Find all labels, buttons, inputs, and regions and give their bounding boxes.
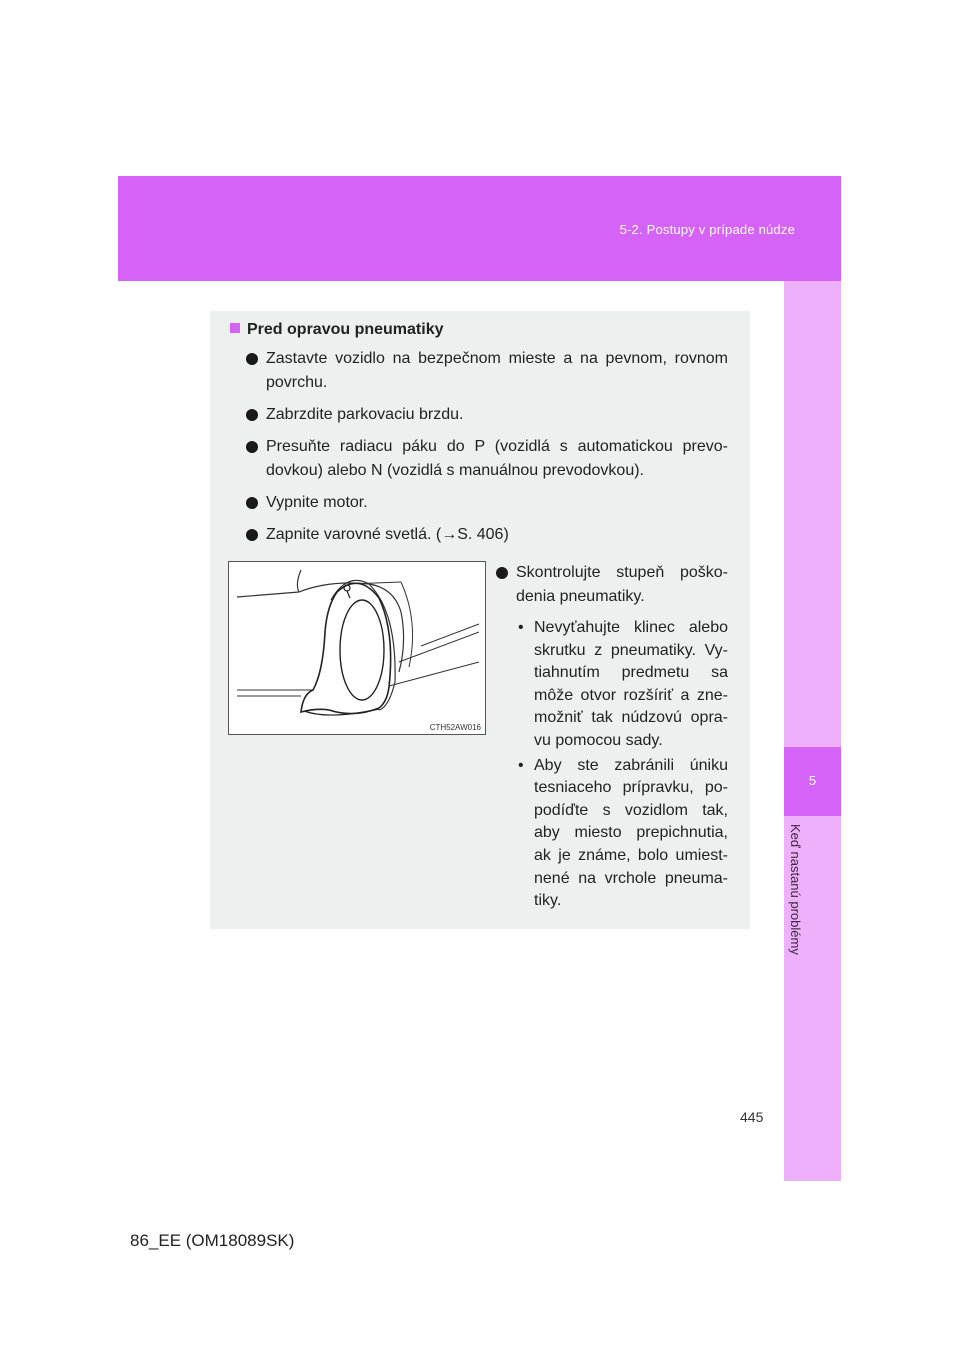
flat-tire-illustration-icon <box>229 562 485 734</box>
bullet-dot-icon <box>496 567 508 579</box>
bullet-dot-icon <box>246 441 258 453</box>
bullet-dot-icon <box>246 409 258 421</box>
bullet-dot-icon <box>246 529 258 541</box>
content-box <box>210 311 750 929</box>
side-tab-strip <box>784 281 841 1181</box>
precaution-list <box>246 347 728 555</box>
square-bullet-icon <box>230 323 240 333</box>
flat-tire-figure <box>228 561 486 735</box>
tire-check-column <box>496 561 728 913</box>
list-item: Zabrzdite parkovaciu brzdu. <box>246 403 728 427</box>
chapter-title: Keď nastanú problémy <box>788 824 803 955</box>
document-code: 86_EE (OM18089SK) <box>130 1231 295 1250</box>
heading-text: Pred opravou pneumatiky <box>247 321 444 338</box>
sub-list <box>496 617 728 913</box>
bullet-dot-icon <box>246 353 258 365</box>
sub-bullet-mark: • <box>518 619 524 636</box>
sub-list-item: • Aby ste zabránili úniku tesniaceho prípravku, po-podíďte s vozidlom tak, aby miesto prepichnutia, ak je známe, bolo umiest-nené na vrchole pneuma-tiky. <box>518 756 728 910</box>
sub-list-item: • Nevyťahujte klinec alebo skrutku z pneumatiky. Vy-tiahnutím predmetu sa môže otvor rozšíriť a zne-možniť tak núdzovú opra-vu pomocou sady. <box>518 619 728 749</box>
list-item: Zastavte vozidlo na bezpečnom mieste a na pevnom, rovnom povrchu. <box>246 347 728 395</box>
sub-bullet-mark: • <box>518 756 524 774</box>
list-item: Zapnite varovné svetlá. (→S. 406) <box>246 523 728 547</box>
section-title: 5-2. Postupy v prípade núdze <box>619 222 795 237</box>
header-band <box>118 176 841 281</box>
figure-code: CTH52AW016 <box>429 723 481 732</box>
bullet-dot-icon <box>246 497 258 509</box>
list-item: Presuňte radiacu páku do P (vozidlá s automatickou prevo-dovkou) alebo N (vozidlá s manuálnou prevodovkou). <box>246 435 728 483</box>
list-item: Vypnite motor. <box>246 491 728 515</box>
chapter-number: 5 <box>808 773 817 788</box>
chapter-tab[interactable] <box>784 747 841 816</box>
page-number: 445 <box>740 1109 764 1125</box>
list-item: Skontrolujte stupeň poško-denia pneumatiky. <box>496 561 728 609</box>
section-heading <box>230 321 444 339</box>
